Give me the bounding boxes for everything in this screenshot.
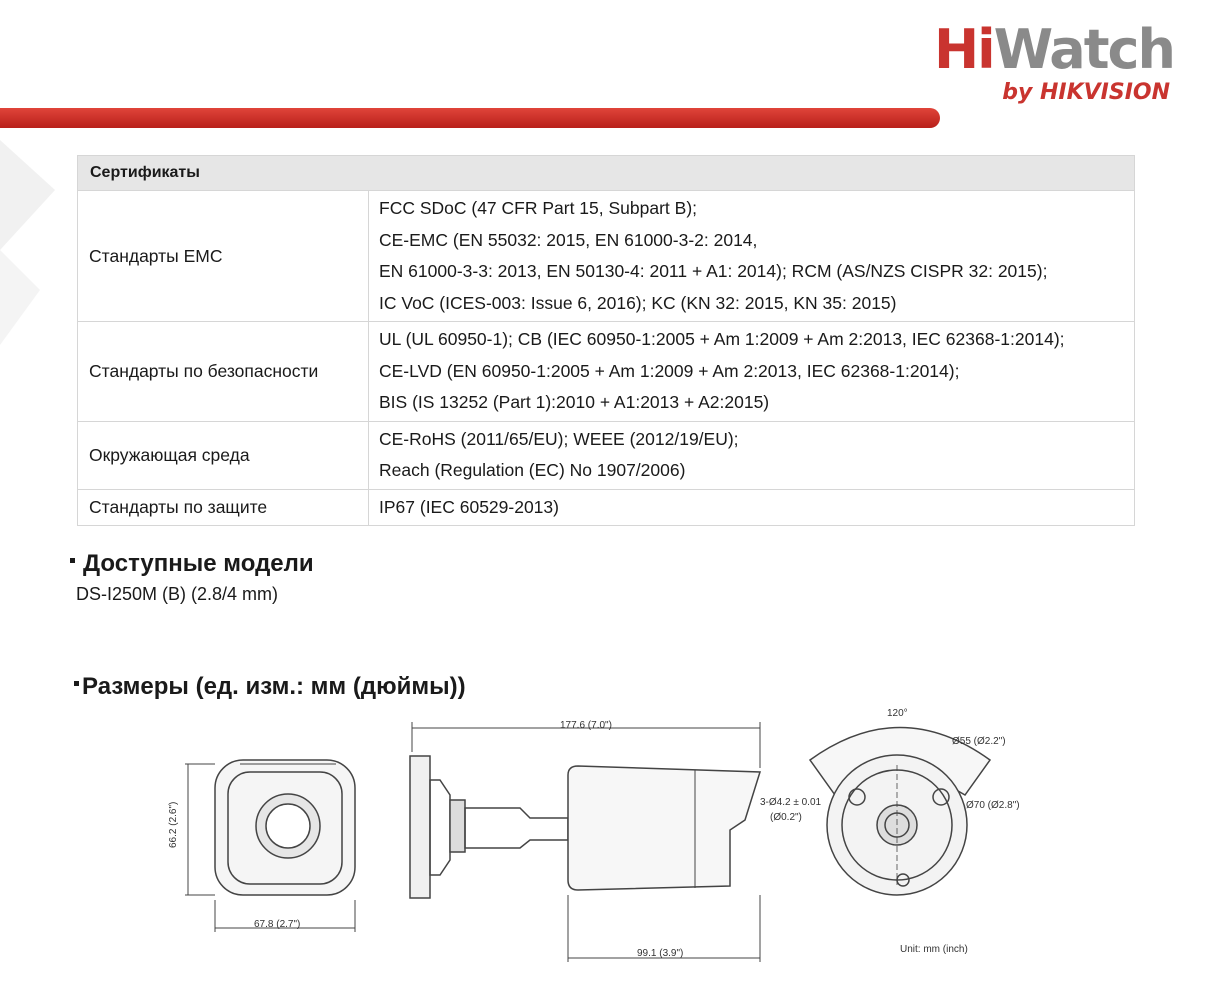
side-body-label: 99.1 (3.9"): [637, 948, 684, 959]
value-line: UL (UL 60950-1); CB (IEC 60950-1:2005 + Am 1:2009 + Am 2:2013, IEC 62368-1:2014);: [379, 329, 1065, 349]
table-row: [78, 489, 1135, 526]
value-line: Reach (Regulation (EC) No 1907/2006): [379, 460, 686, 480]
certificates-header: Сертификаты: [78, 156, 1135, 191]
value-line: EN 61000-3-3: 2013, EN 50130-4: 2011 + A1: 2014); RCM (AS/NZS CISPR 32: 2015);: [379, 261, 1048, 281]
value-line: CE-EMC (EN 55032: 2015, EN 61000-3-2: 2014,: [379, 229, 758, 250]
bullet-icon: [74, 681, 79, 686]
angle-label: 120°: [887, 708, 908, 719]
front-view-drawing: [185, 760, 355, 932]
d70-label: Ø70 (Ø2.8"): [966, 800, 1020, 811]
value-line: BIS (IS 13252 (Part 1):2010 + A1:2013 + A2:2015): [379, 392, 770, 412]
value-line: IP67 (IEC 60529-2013): [379, 496, 559, 517]
header-red-bar: [0, 108, 940, 128]
model-name: DS-I250M (B) (2.8/4 mm): [76, 584, 279, 604]
row-value: [369, 421, 1135, 489]
side-length-label: 177.6 (7.0"): [560, 720, 612, 731]
side-view-drawing: [410, 722, 760, 962]
row-value: [369, 489, 1135, 526]
row-label: Стандарты по защите: [78, 489, 369, 526]
bullet-icon: [70, 558, 75, 563]
row-label: Стандарты по безопасности: [78, 322, 369, 422]
front-height-label: 66.2 (2.6"): [168, 801, 179, 848]
brand-name: HiWatch: [933, 18, 1174, 81]
row-label: Стандарты EMC: [78, 191, 369, 322]
d55-label: Ø55 (Ø2.2"): [952, 736, 1006, 747]
row-value: [369, 191, 1135, 322]
base-view-drawing: [810, 728, 990, 896]
row-label: Окружающая среда: [78, 421, 369, 489]
front-width-label: 67.8 (2.7"): [254, 919, 301, 930]
table-row: [78, 191, 1135, 322]
row-value: [369, 322, 1135, 422]
brand-logo: [933, 18, 1174, 105]
dimension-drawings: [0, 700, 1216, 981]
brand-byline: by HIKVISION: [1002, 80, 1170, 105]
unit-label: Unit: mm (inch): [900, 944, 968, 955]
certificates-table: [77, 155, 1135, 526]
table-row: [78, 322, 1135, 422]
value-line: IC VoC (ICES-003: Issue 6, 2016); KC (KN 32: 2015, KN 35: 2015): [379, 292, 897, 313]
holes-label-a: 3-Ø4.2 ± 0.01: [760, 797, 822, 808]
dimensions-title: Размеры (ед. изм.: мм (дюймы)): [74, 673, 466, 701]
models-title: Доступные модели: [70, 550, 314, 578]
value-line: CE-LVD (EN 60950-1:2005 + Am 1:2009 + Am 2:2013, IEC 62368-1:2014);: [379, 360, 960, 381]
value-line: CE-RoHS (2011/65/EU); WEEE (2012/19/EU);: [379, 428, 739, 449]
value-line: FCC SDoC (47 CFR Part 15, Subpart B);: [379, 198, 698, 218]
watermark-graphic: [0, 130, 60, 350]
table-row: [78, 421, 1135, 489]
holes-label-b: (Ø0.2"): [770, 812, 802, 823]
